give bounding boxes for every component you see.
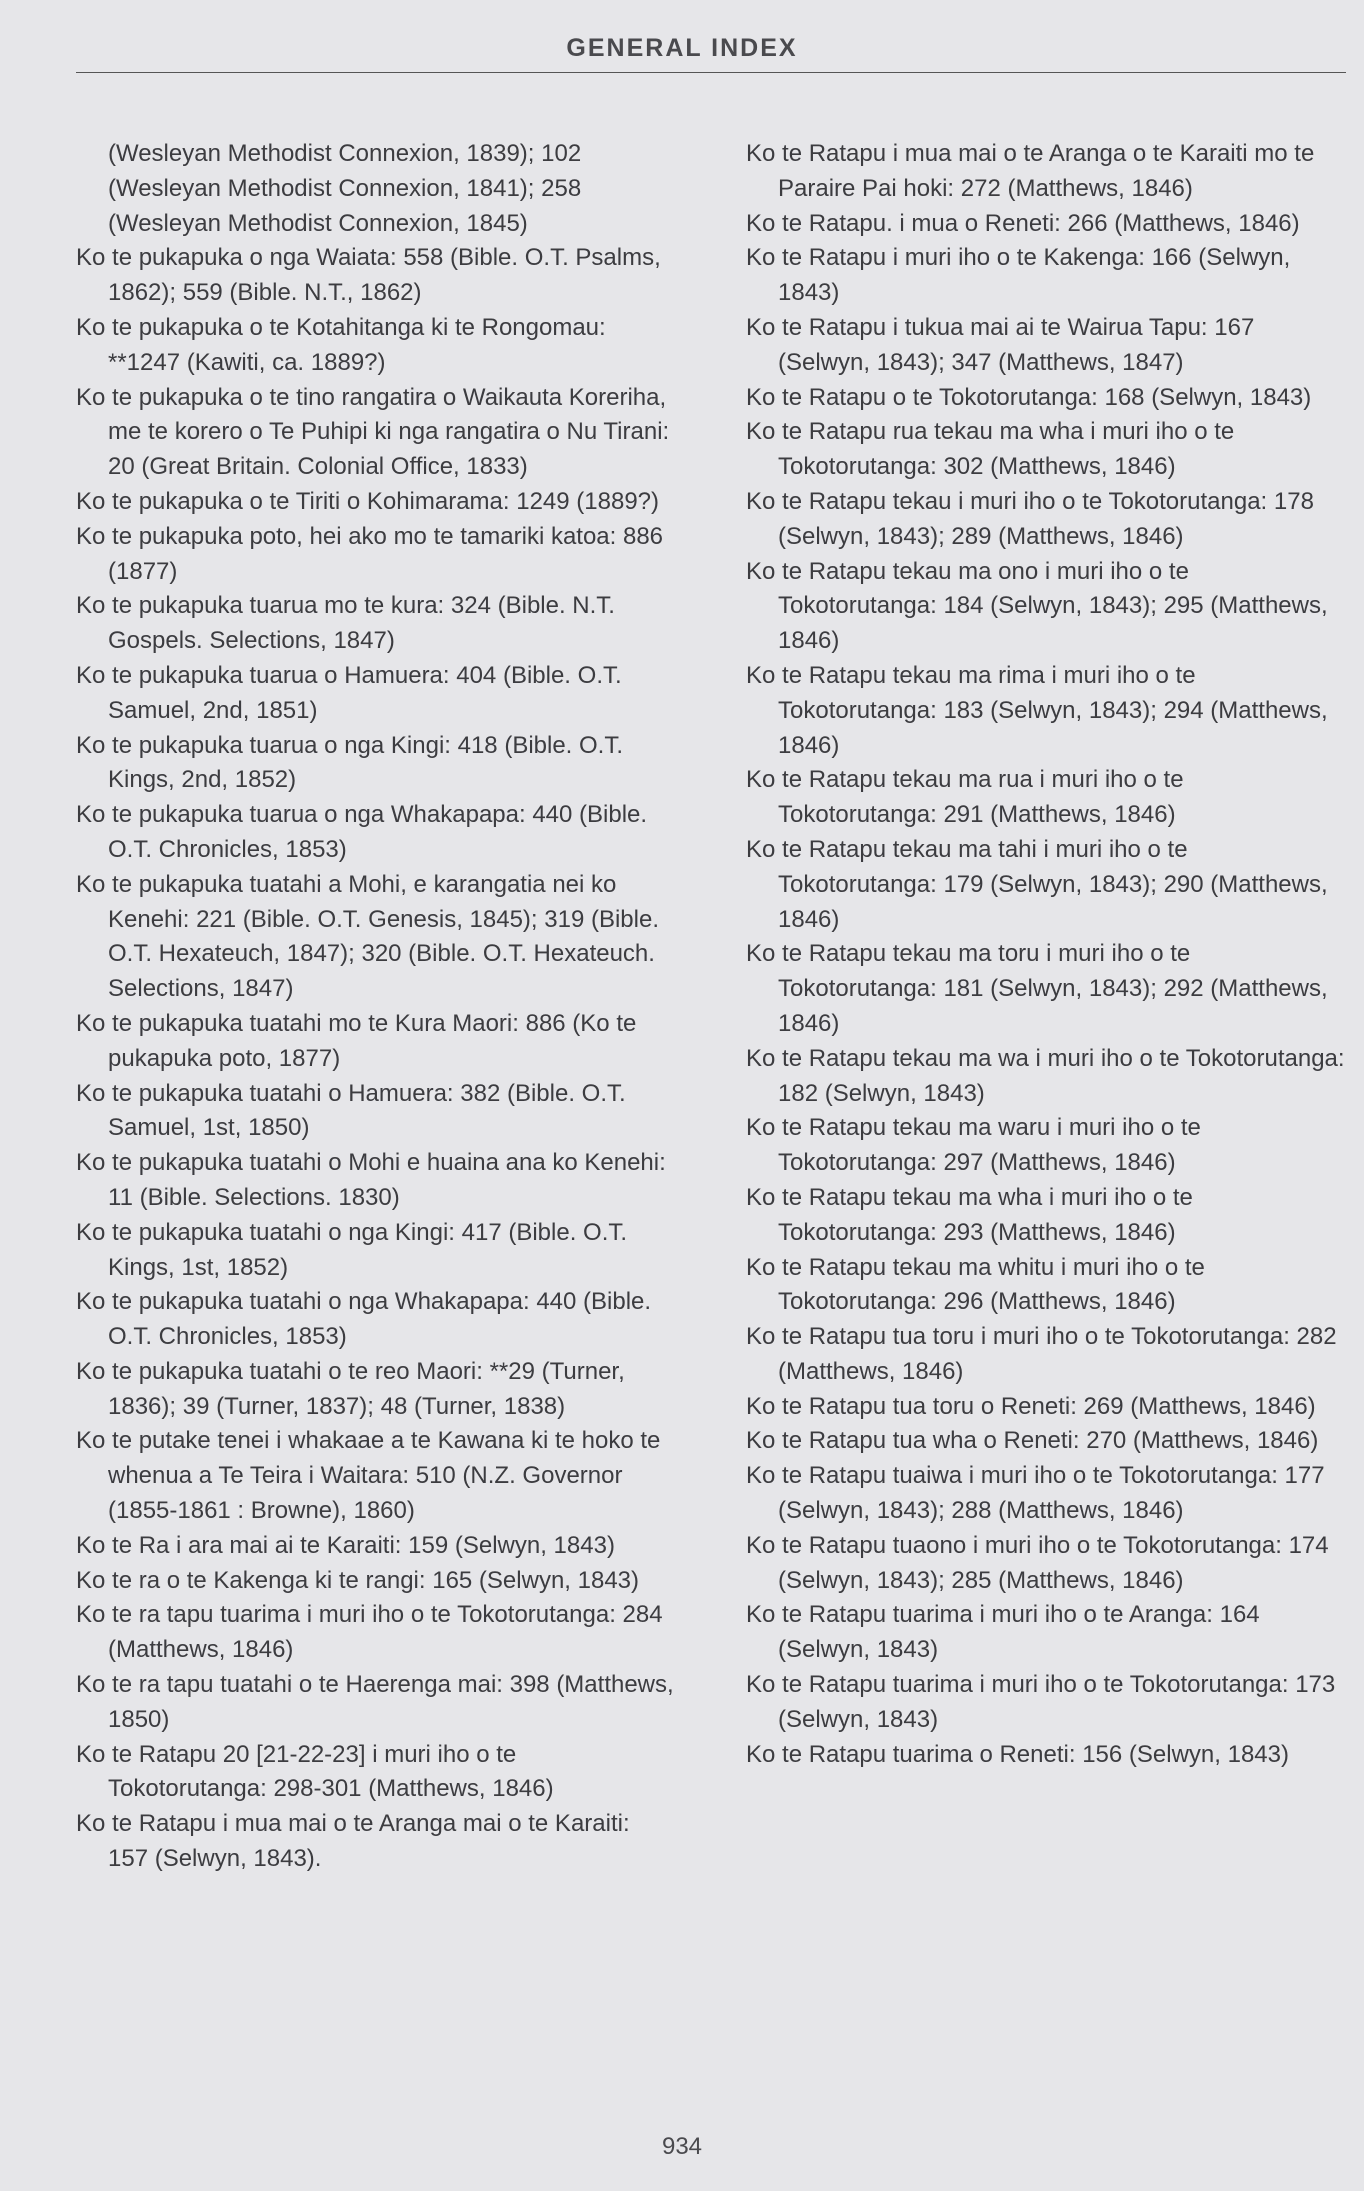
index-entry: Ko te Ratapu tekau ma whitu i muri iho o te Tokotorutanga: 296 (Matthews, 1846)	[746, 1253, 1205, 1316]
index-entry: Ko te pukapuka tuatahi mo te Kura Maori: 886 (Ko te pukapuka poto, 1877)	[76, 1009, 637, 1072]
page-number: 934	[661, 2133, 703, 2160]
index-entry: Ko te pukapuka tuarua o nga Kingi: 418 (Bible. O.T. Kings, 2nd, 1852)	[76, 731, 624, 794]
index-entry: Ko te Ratapu tekau i muri iho o te Tokotorutanga: 178 (Selwyn, 1843); 289 (Matthews, 1846)	[746, 487, 1314, 550]
index-entry: Ko te Ratapu i muri iho o te Kakenga: 166 (Selwyn, 1843)	[746, 244, 1291, 307]
index-entry: Ko te pukapuka tuatahi o te reo Maori: **29 (Turner, 1836); 39 (Turner, 1837); 48 (Turner, 1838)	[76, 1357, 625, 1420]
index-entry: Ko te Ratapu i mua mai o te Aranga o te Karaiti mo te Paraire Pai hoki: 272 (Matthews, 1846)	[746, 140, 1315, 202]
index-entry: (Wesleyan Methodist Connexion, 1841); 258	[108, 174, 582, 202]
index-column-left	[76, 137, 676, 1877]
index-entry: Ko te pukapuka tuatahi o Mohi e huaina ana ko Kenehi: 11 (Bible. Selections. 1830)	[76, 1149, 666, 1211]
index-entry: Ko te Ratapu tekau ma wha i muri iho o te Tokotorutanga: 293 (Matthews, 1846)	[746, 1183, 1193, 1246]
running-header: GENERAL INDEX	[566, 34, 798, 62]
index-entry: Ko te pukapuka tuatahi a Mohi, e karangatia nei ko Kenehi: 221 (Bible. O.T. Genesis, 1845); 319 (Bible. O.T. Hexateuch, 1847); 320 (Bible. O.T. Hexateuch. Selections, 1847)	[76, 870, 659, 1003]
index-entry: Ko te Ratapu i mua mai o te Aranga mai o te Karaiti: 157 (Selwyn, 1843).	[76, 1810, 630, 1873]
index-entry: Ko te pukapuka tuarua mo te kura: 324 (Bible. N.T. Gospels. Selections, 1847)	[76, 592, 615, 655]
index-entry: Ko te pukapuka o te tino rangatira o Waikauta Koreriha, me te korero o Te Puhipi ki nga rangatira o Nu Tirani: 20 (Great Britain. Colonial Office, 1833)	[76, 383, 670, 481]
index-entry: (Wesleyan Methodist Connexion, 1845)	[108, 209, 528, 237]
index-entry: Ko te Ratapu. i mua o Reneti: 266 (Matthews, 1846)	[746, 209, 1300, 237]
index-entry: (Wesleyan Methodist Connexion, 1839); 102	[108, 140, 582, 167]
index-entry: Ko te pukapuka tuatahi o nga Whakapapa: 440 (Bible. O.T. Chronicles, 1853)	[76, 1288, 652, 1351]
index-entry: Ko te Ratapu tekau ma toru i muri iho o te Tokotorutanga: 181 (Selwyn, 1843); 292 (Matthews, 1846)	[746, 940, 1328, 1037]
index-entry: Ko te Ratapu tuarima o Reneti: 156 (Selwyn, 1843)	[746, 1740, 1289, 1768]
index-entry: Ko te pukapuka poto, hei ako mo te tamariki katoa: 886 (1877)	[76, 522, 664, 585]
index-entry: Ko te Ratapu 20 [21-22-23] i muri iho o te Tokotorutanga: 298-301 (Matthews, 1846)	[76, 1740, 554, 1803]
index-entry: Ko te Ratapu tuaiwa i muri iho o te Tokotorutanga: 177 (Selwyn, 1843); 288 (Matthews, 1846)	[746, 1462, 1325, 1525]
index-entry: Ko te putake tenei i whakaae a te Kawana ki te hoko te whenua a Te Teira i Waitara: 510 (N.Z. Governor (1855-1861 : Browne), 1860)	[76, 1427, 661, 1525]
index-entry: Ko te pukapuka tuatahi o Hamuera: 382 (Bible. O.T. Samuel, 1st, 1850)	[76, 1079, 626, 1142]
index-column-right	[746, 137, 1346, 1772]
index-entry: Ko te Ratapu tuarima i muri iho o te Aranga: 164 (Selwyn, 1843)	[746, 1601, 1260, 1664]
index-entry: Ko te Ratapu tekau ma waru i muri iho o te Tokotorutanga: 297 (Matthews, 1846)	[746, 1114, 1201, 1177]
index-entry: Ko te pukapuka o nga Waiata: 558 (Bible. O.T. Psalms, 1862); 559 (Bible. N.T., 1862)	[76, 244, 661, 307]
index-entry: Ko te pukapuka tuarua o Hamuera: 404 (Bible. O.T. Samuel, 2nd, 1851)	[76, 661, 622, 724]
index-entry: Ko te Ratapu tua toru i muri iho o te Tokotorutanga: 282 (Matthews, 1846)	[746, 1323, 1337, 1385]
index-entry: Ko te Ratapu i tukua mai ai te Wairua Tapu: 167 (Selwyn, 1843); 347 (Matthews, 1847)	[746, 313, 1255, 376]
index-entry: Ko te Ratapu tuarima i muri iho o te Tokotorutanga: 173 (Selwyn, 1843)	[746, 1671, 1336, 1733]
index-entry: Ko te ra tapu tuarima i muri iho o te Tokotorutanga: 284 (Matthews, 1846)	[76, 1601, 663, 1664]
index-entry: Ko te Ratapu tuaono i muri iho o te Tokotorutanga: 174 (Selwyn, 1843); 285 (Matthews, 1846)	[746, 1531, 1329, 1594]
index-entry: Ko te ra tapu tuatahi o te Haerenga mai: 398 (Matthews, 1850)	[76, 1671, 674, 1733]
index-entry: Ko te Ratapu tekau ma tahi i muri iho o te Tokotorutanga: 179 (Selwyn, 1843); 290 (Matthews, 1846)	[746, 835, 1328, 933]
index-entry: Ko te ra o te Kakenga ki te rangi: 165 (Selwyn, 1843)	[76, 1566, 640, 1594]
index-entry: Ko te Ratapu tua wha o Reneti: 270 (Matthews, 1846)	[746, 1427, 1319, 1455]
index-entry: Ko te Ratapu o te Tokotorutanga: 168 (Selwyn, 1843)	[746, 383, 1312, 411]
index-entry: Ko te Ratapu tekau ma rima i muri iho o te Tokotorutanga: 183 (Selwyn, 1843); 294 (Matthews, 1846)	[746, 661, 1328, 759]
index-entry: Ko te Ratapu tua toru o Reneti: 269 (Matthews, 1846)	[746, 1392, 1316, 1420]
index-entry: Ko te Ratapu tekau ma rua i muri iho o te Tokotorutanga: 291 (Matthews, 1846)	[746, 766, 1184, 829]
index-entry: Ko te Ratapu rua tekau ma wha i muri iho o te Tokotorutanga: 302 (Matthews, 1846)	[746, 418, 1235, 481]
index-entry: Ko te pukapuka o te Kotahitanga ki te Rongomau: **1247 (Kawiti, ca. 1889?)	[76, 313, 606, 376]
index-entry: Ko te Ratapu tekau ma ono i muri iho o te Tokotorutanga: 184 (Selwyn, 1843); 295 (Matthews, 1846)	[746, 557, 1328, 655]
header-rule	[76, 72, 1346, 73]
index-entry: Ko te Ra i ara mai ai te Karaiti: 159 (Selwyn, 1843)	[76, 1531, 615, 1559]
index-entry: Ko te pukapuka tuarua o nga Whakapapa: 440 (Bible. O.T. Chronicles, 1853)	[76, 801, 648, 863]
index-entry: Ko te Ratapu tekau ma wa i muri iho o te Tokotorutanga: 182 (Selwyn, 1843)	[746, 1044, 1345, 1107]
index-entry: Ko te pukapuka tuatahi o nga Kingi: 417 (Bible. O.T. Kings, 1st, 1852)	[76, 1218, 628, 1281]
index-entry: Ko te pukapuka o te Tiriti o Kohimarama: 1249 (1889?)	[76, 487, 660, 515]
